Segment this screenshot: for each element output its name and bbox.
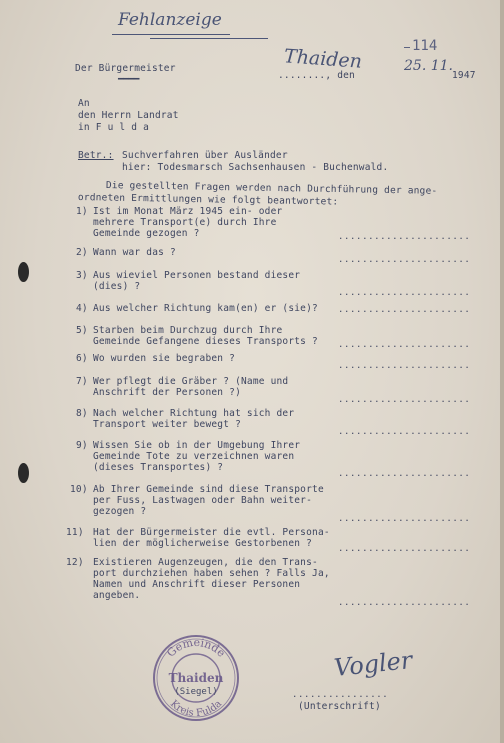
answer-line: ...................... xyxy=(338,340,471,350)
question-text: Gemeinde Tote zu verzeichnen waren xyxy=(93,451,295,462)
title-underline xyxy=(112,34,230,35)
question-text: lien der möglicherweise Gestorbenen ? xyxy=(93,538,313,549)
question-text: Existieren Augenzeugen, die den Trans- xyxy=(93,557,318,568)
signature-label: (Unterschrift) xyxy=(298,701,381,712)
address-line-2: den Herrn Landrat xyxy=(78,110,179,121)
sender-underline-mark: ━━━━ xyxy=(118,74,139,85)
question-text: port durchziehen haben sehen ? Falls Ja, xyxy=(93,568,330,579)
stamp-center-text: Thaiden xyxy=(168,671,224,685)
punch-hole-bottom xyxy=(18,463,29,483)
question-number: 10) xyxy=(70,484,88,495)
question-text: Wann war das ? xyxy=(93,247,176,258)
municipal-stamp xyxy=(150,632,242,724)
subject-line-2: hier: Todesmarsch Sachsenhausen - Buchenwald. xyxy=(122,162,389,173)
signature-dots: ................ xyxy=(292,690,389,700)
address-line-1: An xyxy=(78,98,90,109)
question-number: 12) xyxy=(66,557,84,568)
page-edge xyxy=(500,0,504,743)
answer-line: ...................... xyxy=(338,361,471,371)
question-text: per Fuss, Lastwagen oder Bahn weiter- xyxy=(93,495,313,506)
question-text: Ab Ihrer Gemeinde sind diese Transporte xyxy=(93,484,324,495)
question-number: 11) xyxy=(66,527,84,538)
question-text: Gemeinde Gefangene dieses Transports ? xyxy=(93,336,318,347)
subject-line-1: Suchverfahren über Ausländer xyxy=(122,150,288,161)
archive-dash xyxy=(404,47,410,48)
question-text: Wo wurden sie begraben ? xyxy=(93,353,236,364)
answer-line: ...................... xyxy=(338,255,471,265)
stamp-bottom-text: Kreis Fulda xyxy=(167,698,225,720)
place-handwritten: Thaiden xyxy=(283,45,363,73)
title-underline-2 xyxy=(150,38,268,39)
question-text: Aus wieviel Personen bestand dieser xyxy=(93,270,301,281)
intro-line-1: Die gestellten Fragen werden nach Durchführung der ange- xyxy=(105,180,438,197)
question-text: angeben. xyxy=(93,590,141,601)
date-handwritten: 25. 11. xyxy=(404,58,453,74)
question-number: 8) xyxy=(76,408,88,419)
signature-handwritten: Vogler xyxy=(332,645,414,683)
question-text: (dieses Transportes) ? xyxy=(93,462,224,473)
subject-label: Betr.: xyxy=(78,150,114,161)
answer-line: ...................... xyxy=(338,469,471,479)
question-text: (dies) ? xyxy=(93,281,141,292)
question-text: Hat der Bürgermeister die evtl. Persona- xyxy=(93,527,330,538)
question-text: gezogen ? xyxy=(93,506,147,517)
question-number: 7) xyxy=(76,376,88,387)
answer-line: ...................... xyxy=(338,288,471,298)
question-text: Gemeinde gezogen ? xyxy=(93,228,200,239)
question-text: Namen und Anschrift dieser Personen xyxy=(93,579,301,590)
question-number: 2) xyxy=(76,247,88,258)
answer-line: ...................... xyxy=(338,427,471,437)
question-number: 1) xyxy=(76,206,88,217)
question-number: 6) xyxy=(76,353,88,364)
date-prefix: ........, den xyxy=(278,70,355,81)
question-number: 5) xyxy=(76,325,88,336)
question-text: Aus welcher Richtung kam(en) er (sie)? xyxy=(93,303,318,314)
stamp-top-text: Gemeinde xyxy=(164,635,228,660)
sender-title: Der Bürgermeister xyxy=(75,63,176,74)
answer-line: ...................... xyxy=(338,514,471,524)
question-text: Ist im Monat März 1945 ein- oder xyxy=(93,206,283,217)
question-text: Wer pflegt die Gräber ? (Name und xyxy=(93,376,289,387)
intro-line-2: ordneten Ermittlungen wie folgt beantwortet: xyxy=(77,192,339,208)
handwritten-title: Fehlanzeige xyxy=(118,10,222,30)
date-year: 1947 xyxy=(452,70,476,81)
answer-line: ...................... xyxy=(338,232,471,242)
question-number: 3) xyxy=(76,270,88,281)
punch-hole-top xyxy=(18,262,29,282)
question-text: Anschrift der Personen ?) xyxy=(93,387,241,398)
question-text: Wissen Sie ob in der Umgebung Ihrer xyxy=(93,440,301,451)
question-text: Transport weiter bewegt ? xyxy=(93,419,241,430)
stamp-siegel: (Siegel) xyxy=(174,687,218,697)
answer-line: ...................... xyxy=(338,598,471,608)
question-text: mehrere Transport(e) durch Ihre xyxy=(93,217,277,228)
answer-line: ...................... xyxy=(338,305,471,315)
question-text: Starben beim Durchzug durch Ihre xyxy=(93,325,283,336)
address-line-3: in F u l d a xyxy=(78,122,150,133)
question-text: Nach welcher Richtung hat sich der xyxy=(93,408,295,419)
archive-number: 114 xyxy=(412,38,438,54)
question-number: 9) xyxy=(76,440,88,451)
answer-line: ...................... xyxy=(338,395,471,405)
question-number: 4) xyxy=(76,303,88,314)
answer-line: ...................... xyxy=(338,544,471,554)
